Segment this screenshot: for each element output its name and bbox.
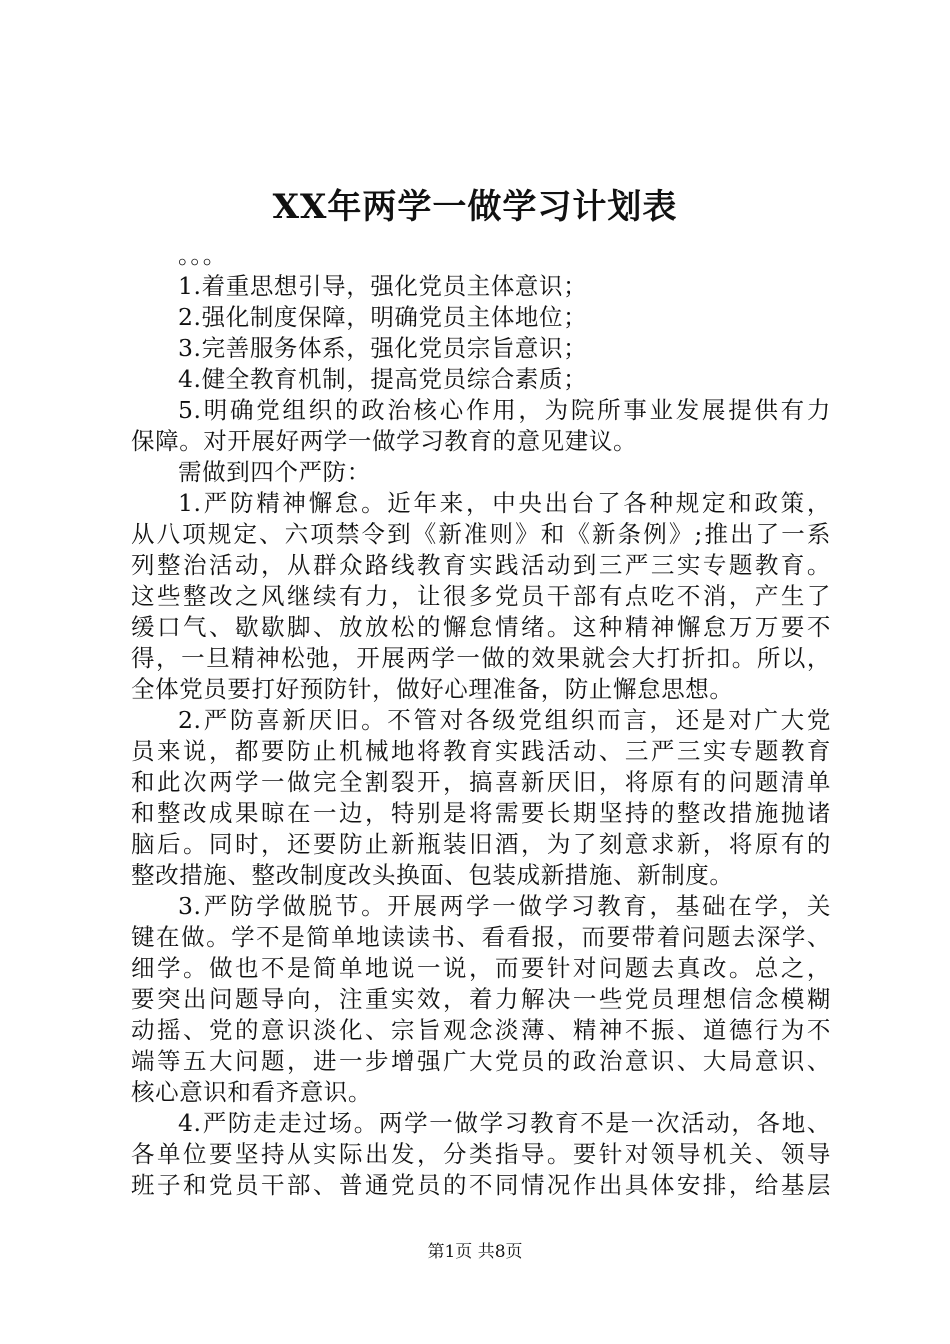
text-line: 细学。做也不是简单地说一说，而要针对问题去真改。总之， bbox=[131, 954, 831, 982]
text-line: 2.严防喜新厌旧。不管对各级党组织而言，还是对广大党 bbox=[178, 706, 831, 734]
text-line: 班子和党员干部、普通党员的不同情况作出具体安排，给基层 bbox=[131, 1171, 831, 1199]
text-line: 2.强化制度保障，明确党员主体地位； bbox=[178, 303, 588, 331]
text-line: 3.完善服务体系，强化党员宗旨意识； bbox=[178, 334, 588, 362]
text-line: 员来说，都要防止机械地将教育实践活动、三严三实专题教育 bbox=[131, 737, 831, 765]
text-line: 全体党员要打好预防针，做好心理准备，防止懈怠思想。 bbox=[131, 675, 734, 703]
text-line: 缓口气、歇歇脚、放放松的懈怠情绪。这种精神懈怠万万要不 bbox=[131, 613, 831, 641]
text-line: 各单位要坚持从实际出发，分类指导。要针对领导机关、领导 bbox=[131, 1140, 831, 1168]
text-line: 1.严防精神懈怠。近年来，中央出台了各种规定和政策， bbox=[178, 489, 831, 517]
text-line: 列整治活动，从群众路线教育实践活动到三严三实专题教育。 bbox=[131, 551, 831, 579]
page-title: XX年两学一做学习计划表 bbox=[272, 187, 678, 227]
text-line: 端等五大问题，进一步增强广大党员的政治意识、大局意识、 bbox=[131, 1047, 831, 1075]
text-line: 脑后。同时，还要防止新瓶装旧酒，为了刻意求新，将原有的 bbox=[131, 830, 831, 858]
text-line: 核心意识和看齐意识。 bbox=[131, 1078, 372, 1106]
text-line: 得，一旦精神松弛，开展两学一做的效果就会大打折扣。所以， bbox=[131, 644, 831, 672]
text-line: 和整改成果晾在一边，特别是将需要长期坚持的整改措施抛诸 bbox=[131, 799, 831, 827]
text-line: 。。。 bbox=[178, 241, 227, 269]
text-line: 1.着重思想引导，强化党员主体意识； bbox=[178, 272, 588, 300]
text-line: 要突出问题导向，注重实效，着力解决一些党员理想信念模糊 bbox=[131, 985, 831, 1013]
text-line: 需做到四个严防： bbox=[178, 458, 371, 486]
text-line: 整改措施、整改制度改头换面、包装成新措施、新制度。 bbox=[131, 861, 734, 889]
page-number-footer: 第1页 共8页 bbox=[427, 1242, 523, 1262]
text-line: 从八项规定、六项禁令到《新准则》和《新条例》;推出了一系 bbox=[131, 520, 831, 548]
document-body bbox=[131, 240, 831, 1201]
text-line: 4.严防走走过场。两学一做学习教育不是一次活动，各地、 bbox=[178, 1109, 831, 1137]
text-line: 这些整改之风继续有力，让很多党员干部有点吃不消，产生了 bbox=[131, 582, 831, 610]
text-line: 和此次两学一做完全割裂开，搞喜新厌旧，将原有的问题清单 bbox=[131, 768, 831, 796]
text-line: 4.健全教育机制，提高党员综合素质； bbox=[178, 365, 588, 393]
text-line: 5.明确党组织的政治核心作用，为院所事业发展提供有力 bbox=[178, 396, 831, 424]
text-line: 动摇、党的意识淡化、宗旨观念淡薄、精神不振、道德行为不 bbox=[131, 1016, 831, 1044]
text-line: 3.严防学做脱节。开展两学一做学习教育，基础在学，关 bbox=[178, 892, 831, 920]
text-line: 保障。对开展好两学一做学习教育的意见建议。 bbox=[131, 427, 638, 455]
text-line: 键在做。学不是简单地读读书、看看报，而要带着问题去深学、 bbox=[131, 923, 831, 951]
